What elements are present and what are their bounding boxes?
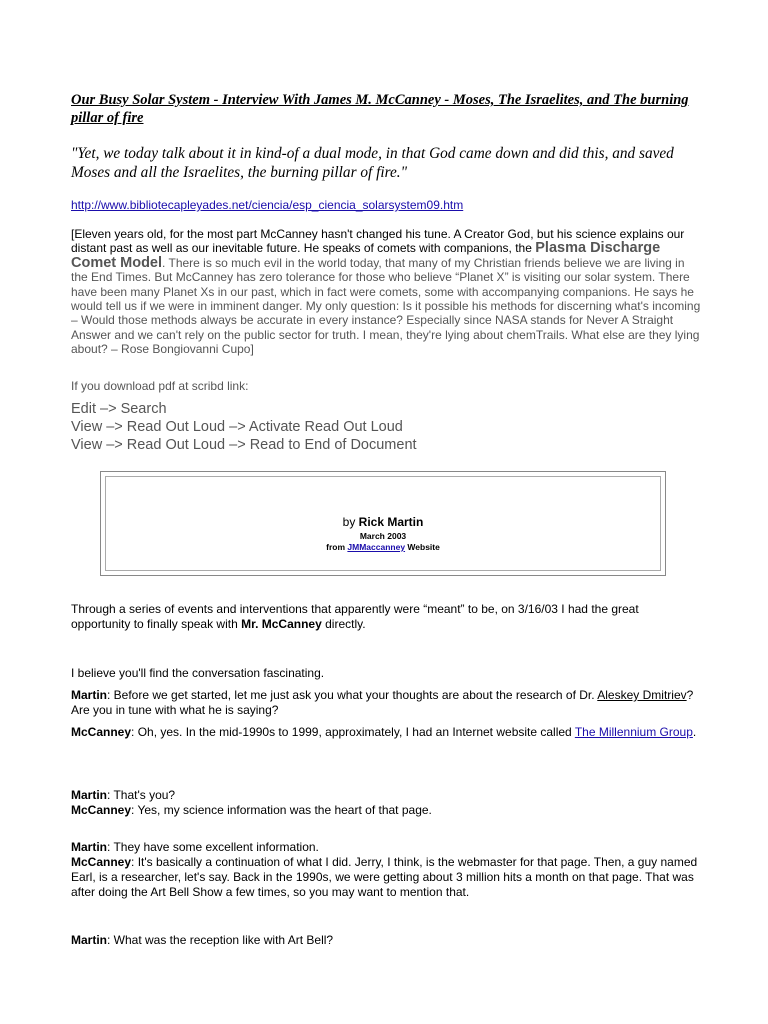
byline-box-inner — [105, 476, 661, 571]
opening-bold-name: Mr. McCanney — [241, 617, 322, 631]
menu-instruction-line: View –> Read Out Loud –> Read to End of Document — [71, 437, 417, 453]
dialogue-text: : That's you? — [107, 788, 176, 802]
dialogue-martin-2 — [71, 788, 701, 803]
dialogue-martin-1 — [71, 688, 701, 718]
intro-text-2: . There is so much evil in the world today, that many of my Christian friends believe we are living in the End Times. But McCanney has zero tolerance for those who believe “Planet X” is visiting our solar system. There have been many Planet Xs in our past, which in fact were comets, some with accompanying companions. He says he would tell us if we were in imminent danger. My only question: Is it possible his methods for discerning what's incoming – Would those methods always be accurate in every instance? Especially since NASA stands for Never A Straight Answer and we can't rely on the public sector for truth. I mean, they're lying about chemTrails. What else are they lying about? – Rose Bongiovanni Cupo] — [71, 255, 701, 357]
source-suffix: Website — [405, 542, 440, 552]
dialogue-text: : Before we get started, let me just ask you what your thoughts are about the research of Dr. — [107, 688, 598, 702]
speaker-name: Martin — [71, 933, 107, 947]
conversation-note: I believe you'll find the conversation fascinating. — [71, 666, 325, 680]
speaker-name: Martin — [71, 840, 107, 854]
dialogue-text: : They have some excellent information. — [107, 840, 319, 854]
dialogue-mccanney-1 — [71, 725, 701, 740]
menu-instructions — [71, 400, 417, 454]
speaker-name: McCanney — [71, 855, 132, 869]
byline — [106, 515, 660, 530]
speaker-name: McCanney — [71, 803, 132, 817]
source-website-link[interactable]: JMMaccanney — [347, 542, 406, 552]
source-line — [106, 542, 660, 553]
source-link[interactable]: http://www.bibliotecapleyades.net/ciencia/esp_ciencia_solarsystem09.htm — [71, 198, 464, 212]
intro-paragraph — [71, 227, 701, 357]
dialogue-text: : What was the reception like with Art Bell? — [107, 933, 334, 947]
speaker-name: Martin — [71, 688, 107, 702]
opening-text: Through a series of events and interventions that apparently were “meant” to be, on 3/16/03 I had the great opportunity to finally speak with — [71, 602, 639, 631]
menu-instruction-line: View –> Read Out Loud –> Activate Read Out Loud — [71, 419, 403, 435]
speaker-name: Martin — [71, 788, 107, 802]
opening-paragraph — [71, 602, 701, 632]
dialogue-martin-4 — [71, 933, 701, 948]
intro-highlight: Plasma Discharge Comet Model — [71, 240, 661, 271]
dialogue-martin-3 — [71, 840, 701, 855]
opening-end: directly. — [321, 617, 366, 631]
dialogue-text-end: . — [692, 725, 697, 739]
article-date: March 2003 — [359, 531, 407, 541]
millennium-group-link[interactable]: The Millennium Group — [574, 725, 693, 739]
pull-quote: "Yet, we today talk about it in kind-of a dual mode, in that God came down and did this, and saved Moses and all the Israelites, the burning pillar of fire." — [71, 145, 674, 181]
author-name: Rick Martin — [358, 515, 424, 529]
intro-text-1: [Eleven years old, for the most part McCanney hasn't changed his tune. A Creator God, but his science explains our distant past as well as our inevitable future. He speaks of comets with companions, the — [71, 227, 685, 256]
pdf-note: If you download pdf at scribd link: — [71, 379, 249, 393]
byline-box — [100, 471, 666, 576]
dialogue-mccanney-2 — [71, 803, 701, 818]
byline-prefix: by — [342, 515, 359, 529]
dialogue-text: : Oh, yes. In the mid-1990s to 1999, approximately, I had an Internet website called — [131, 725, 575, 739]
speaker-name: McCanney — [71, 725, 132, 739]
dialogue-text: : It's basically a continuation of what I did. Jerry, I think, is the webmaster for that page. Then, a guy named Earl, is a researcher, let's say. Back in the 1990s, we were getting about 3 million hits a month on that page. That was after doing the Art Bell Show a few times, so you may want to mention that. — [71, 855, 698, 899]
article-title: Our Busy Solar System - Interview With James M. McCanney - Moses, The Israelites, and The burning pillar of fire — [71, 92, 689, 126]
dialogue-text-end: ? Are you in tune with what he is saying? — [71, 688, 694, 717]
menu-instruction-line: Edit –> Search — [71, 401, 167, 417]
source-prefix: from — [326, 542, 348, 552]
researcher-name: Aleskey Dmitriev — [597, 688, 687, 702]
dialogue-text: : Yes, my science information was the heart of that page. — [131, 803, 432, 817]
dialogue-mccanney-3 — [71, 855, 701, 900]
